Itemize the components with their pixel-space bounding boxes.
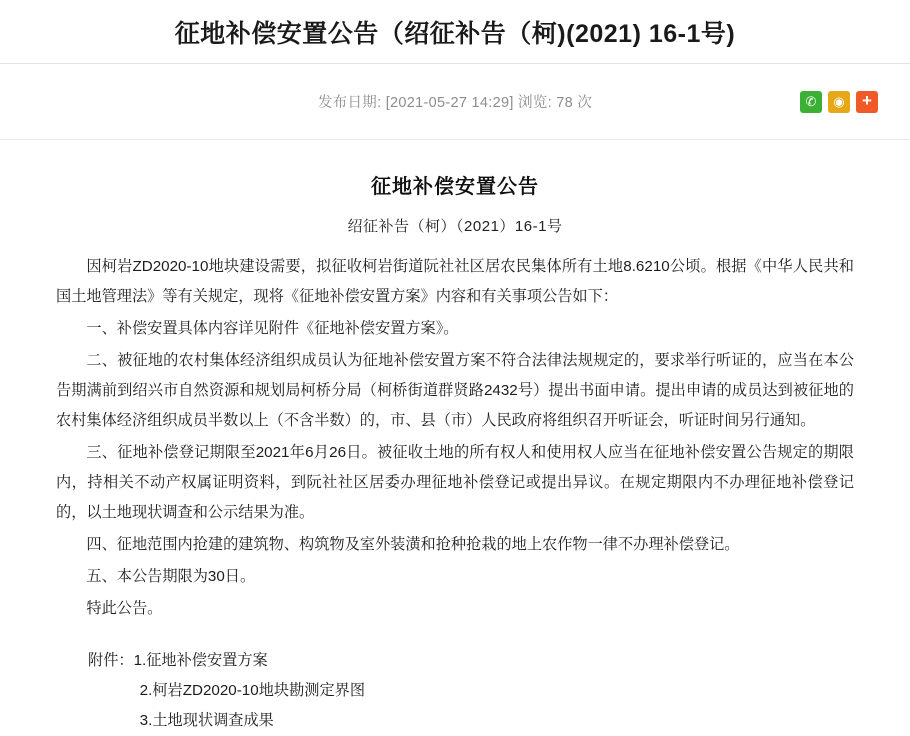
document-body bbox=[0, 140, 910, 736]
share-icon-group bbox=[800, 91, 878, 113]
meta-bar bbox=[0, 64, 910, 140]
document-title: 征地补偿安置公告 bbox=[371, 176, 539, 198]
attachment-list bbox=[56, 646, 854, 736]
more-share-icon[interactable] bbox=[856, 91, 878, 113]
wechat-share-icon[interactable] bbox=[800, 91, 822, 113]
paragraph: 因柯岩ZD2020-10地块建设需要，拟征收柯岩街道阮社社区居农民集体所有土地8.6210公顷。根据《中华人民共和国土地管理法》等有关规定，现将《征地补偿安置方案》内容和有关事项公告如下： bbox=[56, 258, 854, 305]
weibo-glyph: ◉ bbox=[833, 94, 845, 109]
wechat-glyph: ✆ bbox=[805, 94, 817, 109]
attachment-item: 附件：1.征地补偿安置方案 bbox=[88, 652, 268, 669]
page-title: 征地补偿安置公告（绍征补告（柯)(2021) 16-1号) bbox=[174, 19, 736, 48]
attachment-item: 3.土地现状调查成果 bbox=[139, 712, 274, 729]
paragraph: 特此公告。 bbox=[86, 600, 163, 617]
attachment-item: 2.柯岩ZD2020-10地块勘测定界图 bbox=[139, 682, 366, 699]
title-bar bbox=[0, 0, 910, 64]
paragraph: 二、被征地的农村集体经济组织成员认为征地补偿安置方案不符合法律法规规定的，要求举行听证的，应当在本公告期满前到绍兴市自然资源和规划局柯桥分局（柯桥街道群贤路2432号）提出书面申请。提出申请的成员达到被征地的农村集体经济组织成员半数以上（不含半数）的，市、县（市）人民政府将组织召开听证会，听证时间另行通知。 bbox=[56, 352, 854, 429]
document-number: 绍征补告（柯）（2021）16-1号 bbox=[347, 218, 563, 235]
weibo-share-icon[interactable] bbox=[828, 91, 850, 113]
publish-meta: 发布日期: [2021-05-27 14:29] 浏览: 78 次 bbox=[317, 95, 593, 111]
plus-glyph: + bbox=[862, 91, 872, 110]
paragraph: 五、本公告期限为30日。 bbox=[86, 568, 256, 585]
paragraph: 一、补偿安置具体内容详见附件《征地补偿安置方案》。 bbox=[86, 320, 459, 337]
paragraph: 四、征地范围内抢建的建筑物、构筑物及室外装潢和抢种抢栽的地上农作物一律不办理补偿登记。 bbox=[86, 536, 740, 553]
paragraph: 三、征地补偿登记期限至2021年6月26日。被征收土地的所有权人和使用权人应当在征地补偿安置公告规定的期限内，持相关不动产权属证明资料，到阮社社区居委办理征地补偿登记或提出异议。在规定期限内不办理征地补偿登记的，以土地现状调查和公示结果为准。 bbox=[56, 444, 854, 521]
